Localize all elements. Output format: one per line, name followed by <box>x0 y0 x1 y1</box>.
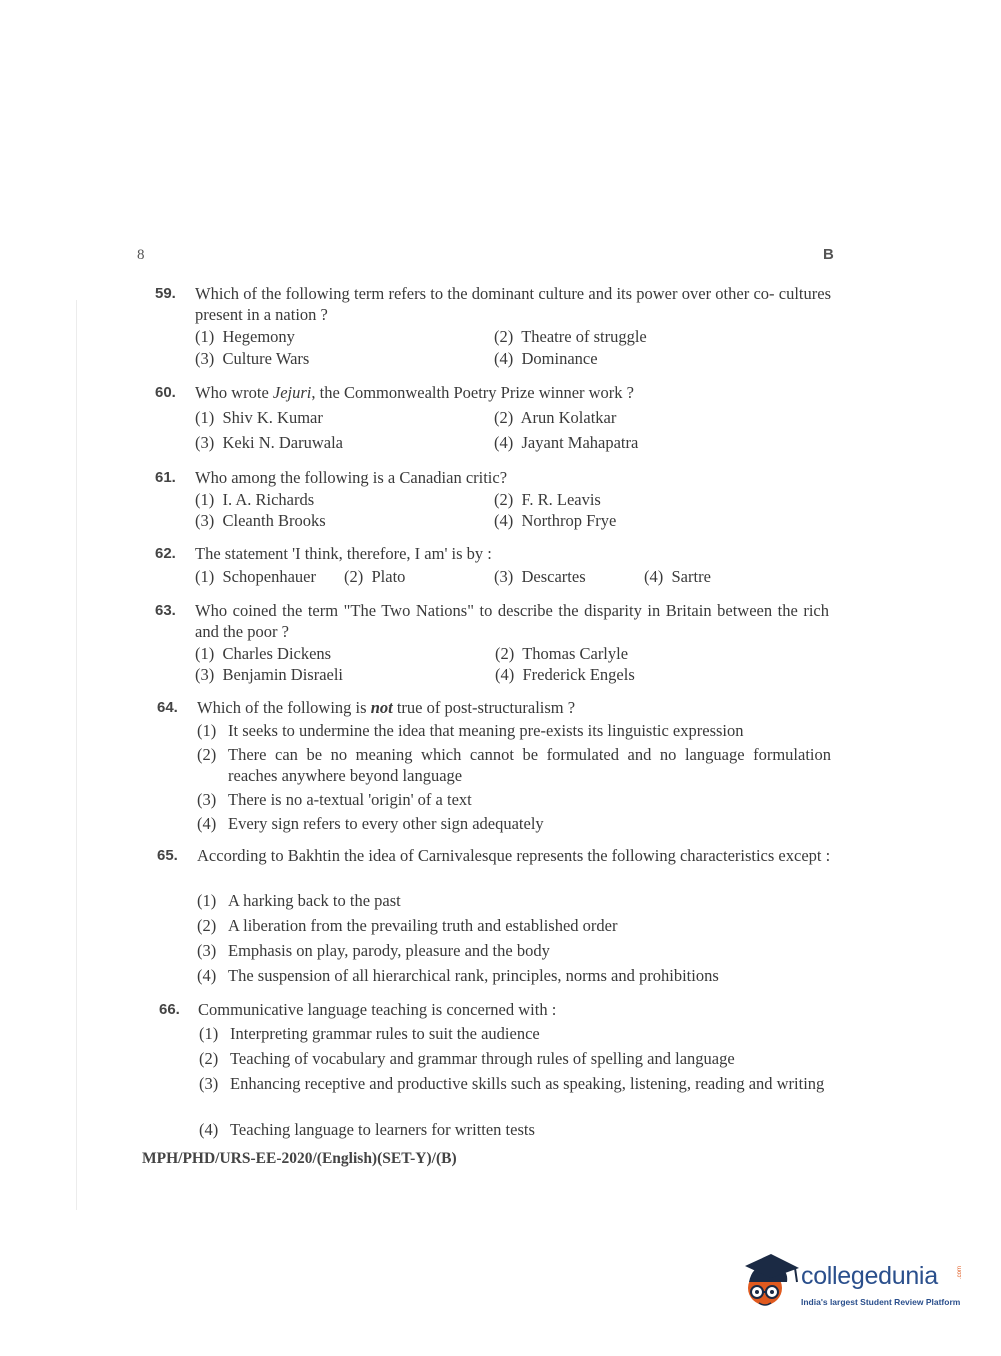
option: (3) Keki N. Daruwala <box>195 433 343 452</box>
option: (2) Theatre of struggle <box>494 327 647 346</box>
question-text: Who coined the term "The Two Nations" to describe the disparity in Britain between the rich and the poor ? <box>195 601 829 641</box>
question-number: 59. <box>155 285 176 302</box>
option: (3) Benjamin Disraeli <box>195 665 344 684</box>
question-text: Which of the following term refers to the dominant culture and its power over other co- cultures present in a nation ? <box>195 284 831 324</box>
option: (4) Sartre <box>644 567 711 586</box>
page-edge-shadow <box>76 300 77 1210</box>
option: (4) Jayant Mahapatra <box>494 433 639 452</box>
question-number: 62. <box>155 545 176 562</box>
logo-wordmark: collegedunia <box>801 1262 938 1290</box>
option: (1) Shiv K. Kumar <box>195 408 323 427</box>
page-number: 8 <box>137 247 145 263</box>
logo-com: .com <box>957 1266 963 1280</box>
option: (2) Thomas Carlyle <box>495 644 629 663</box>
option: (2) Teaching of vocabulary and grammar through rules of spelling and language <box>199 1049 735 1068</box>
question-text: Which of the following is not true of post-structuralism ? <box>197 698 576 717</box>
option: (1) Schopenhauer <box>195 567 316 586</box>
option: (3) Cleanth Brooks <box>195 511 326 530</box>
option: (1) Charles Dickens <box>195 644 332 663</box>
set-letter: B <box>823 246 834 263</box>
mascot-icon <box>743 1252 801 1312</box>
question-number: 63. <box>155 602 176 619</box>
logo-tagline: India's largest Student Review Platform <box>801 1297 961 1307</box>
option: (1) Hegemony <box>195 327 295 346</box>
option: (4) Dominance <box>494 349 598 368</box>
option: (2) A liberation from the prevailing truth and established order <box>197 916 618 935</box>
option: (1) It seeks to undermine the idea that meaning pre-exists its linguistic expression <box>197 721 744 740</box>
question-number: 65. <box>157 847 178 864</box>
option: (4) Frederick Engels <box>495 665 635 684</box>
question-number: 64. <box>157 699 178 716</box>
question-text: Who wrote Jejuri, the Commonwealth Poetry Prize winner work ? <box>195 383 635 402</box>
option: (2) Plato <box>344 567 406 586</box>
option: (2) There can be no meaning which cannot be formulated and no language formulation reaches anywhere beyond language <box>197 745 831 785</box>
option: (1) I. A. Richards <box>195 490 315 509</box>
paper-code-footer: MPH/PHD/URS-EE-2020/(English)(SET-Y)/(B) <box>142 1150 457 1167</box>
option: (3) Enhancing receptive and productive skills such as speaking, listening, reading and writing <box>199 1074 825 1093</box>
question-text: Communicative language teaching is concerned with : <box>198 1000 557 1019</box>
option: (2) F. R. Leavis <box>494 490 601 509</box>
question-text: Who among the following is a Canadian critic? <box>195 468 508 487</box>
option: (4) The suspension of all hierarchical rank, principles, norms and prohibitions <box>197 966 719 985</box>
option: (4) Every sign refers to every other sign adequately <box>197 814 544 833</box>
option: (3) Culture Wars <box>195 349 310 368</box>
question-number: 60. <box>155 384 176 401</box>
option: (2) Arun Kolatkar <box>494 408 617 427</box>
option: (1) A harking back to the past <box>197 891 401 910</box>
option: (3) Emphasis on play, parody, pleasure and the body <box>197 941 550 960</box>
question-number: 66. <box>159 1001 180 1018</box>
option: (4) Teaching language to learners for written tests <box>199 1120 535 1139</box>
collegedunia-logo[interactable] <box>743 1252 973 1312</box>
option: (3) Descartes <box>494 567 586 586</box>
question-number: 61. <box>155 469 176 486</box>
question-text: The statement 'I think, therefore, I am' is by : <box>195 544 492 563</box>
option: (1) Interpreting grammar rules to suit the audience <box>199 1024 540 1043</box>
question-text: According to Bakhtin the idea of Carnivalesque represents the following characteristics except : <box>197 846 831 865</box>
option: (3) There is no a-textual 'origin' of a text <box>197 790 472 809</box>
option: (4) Northrop Frye <box>494 511 617 530</box>
